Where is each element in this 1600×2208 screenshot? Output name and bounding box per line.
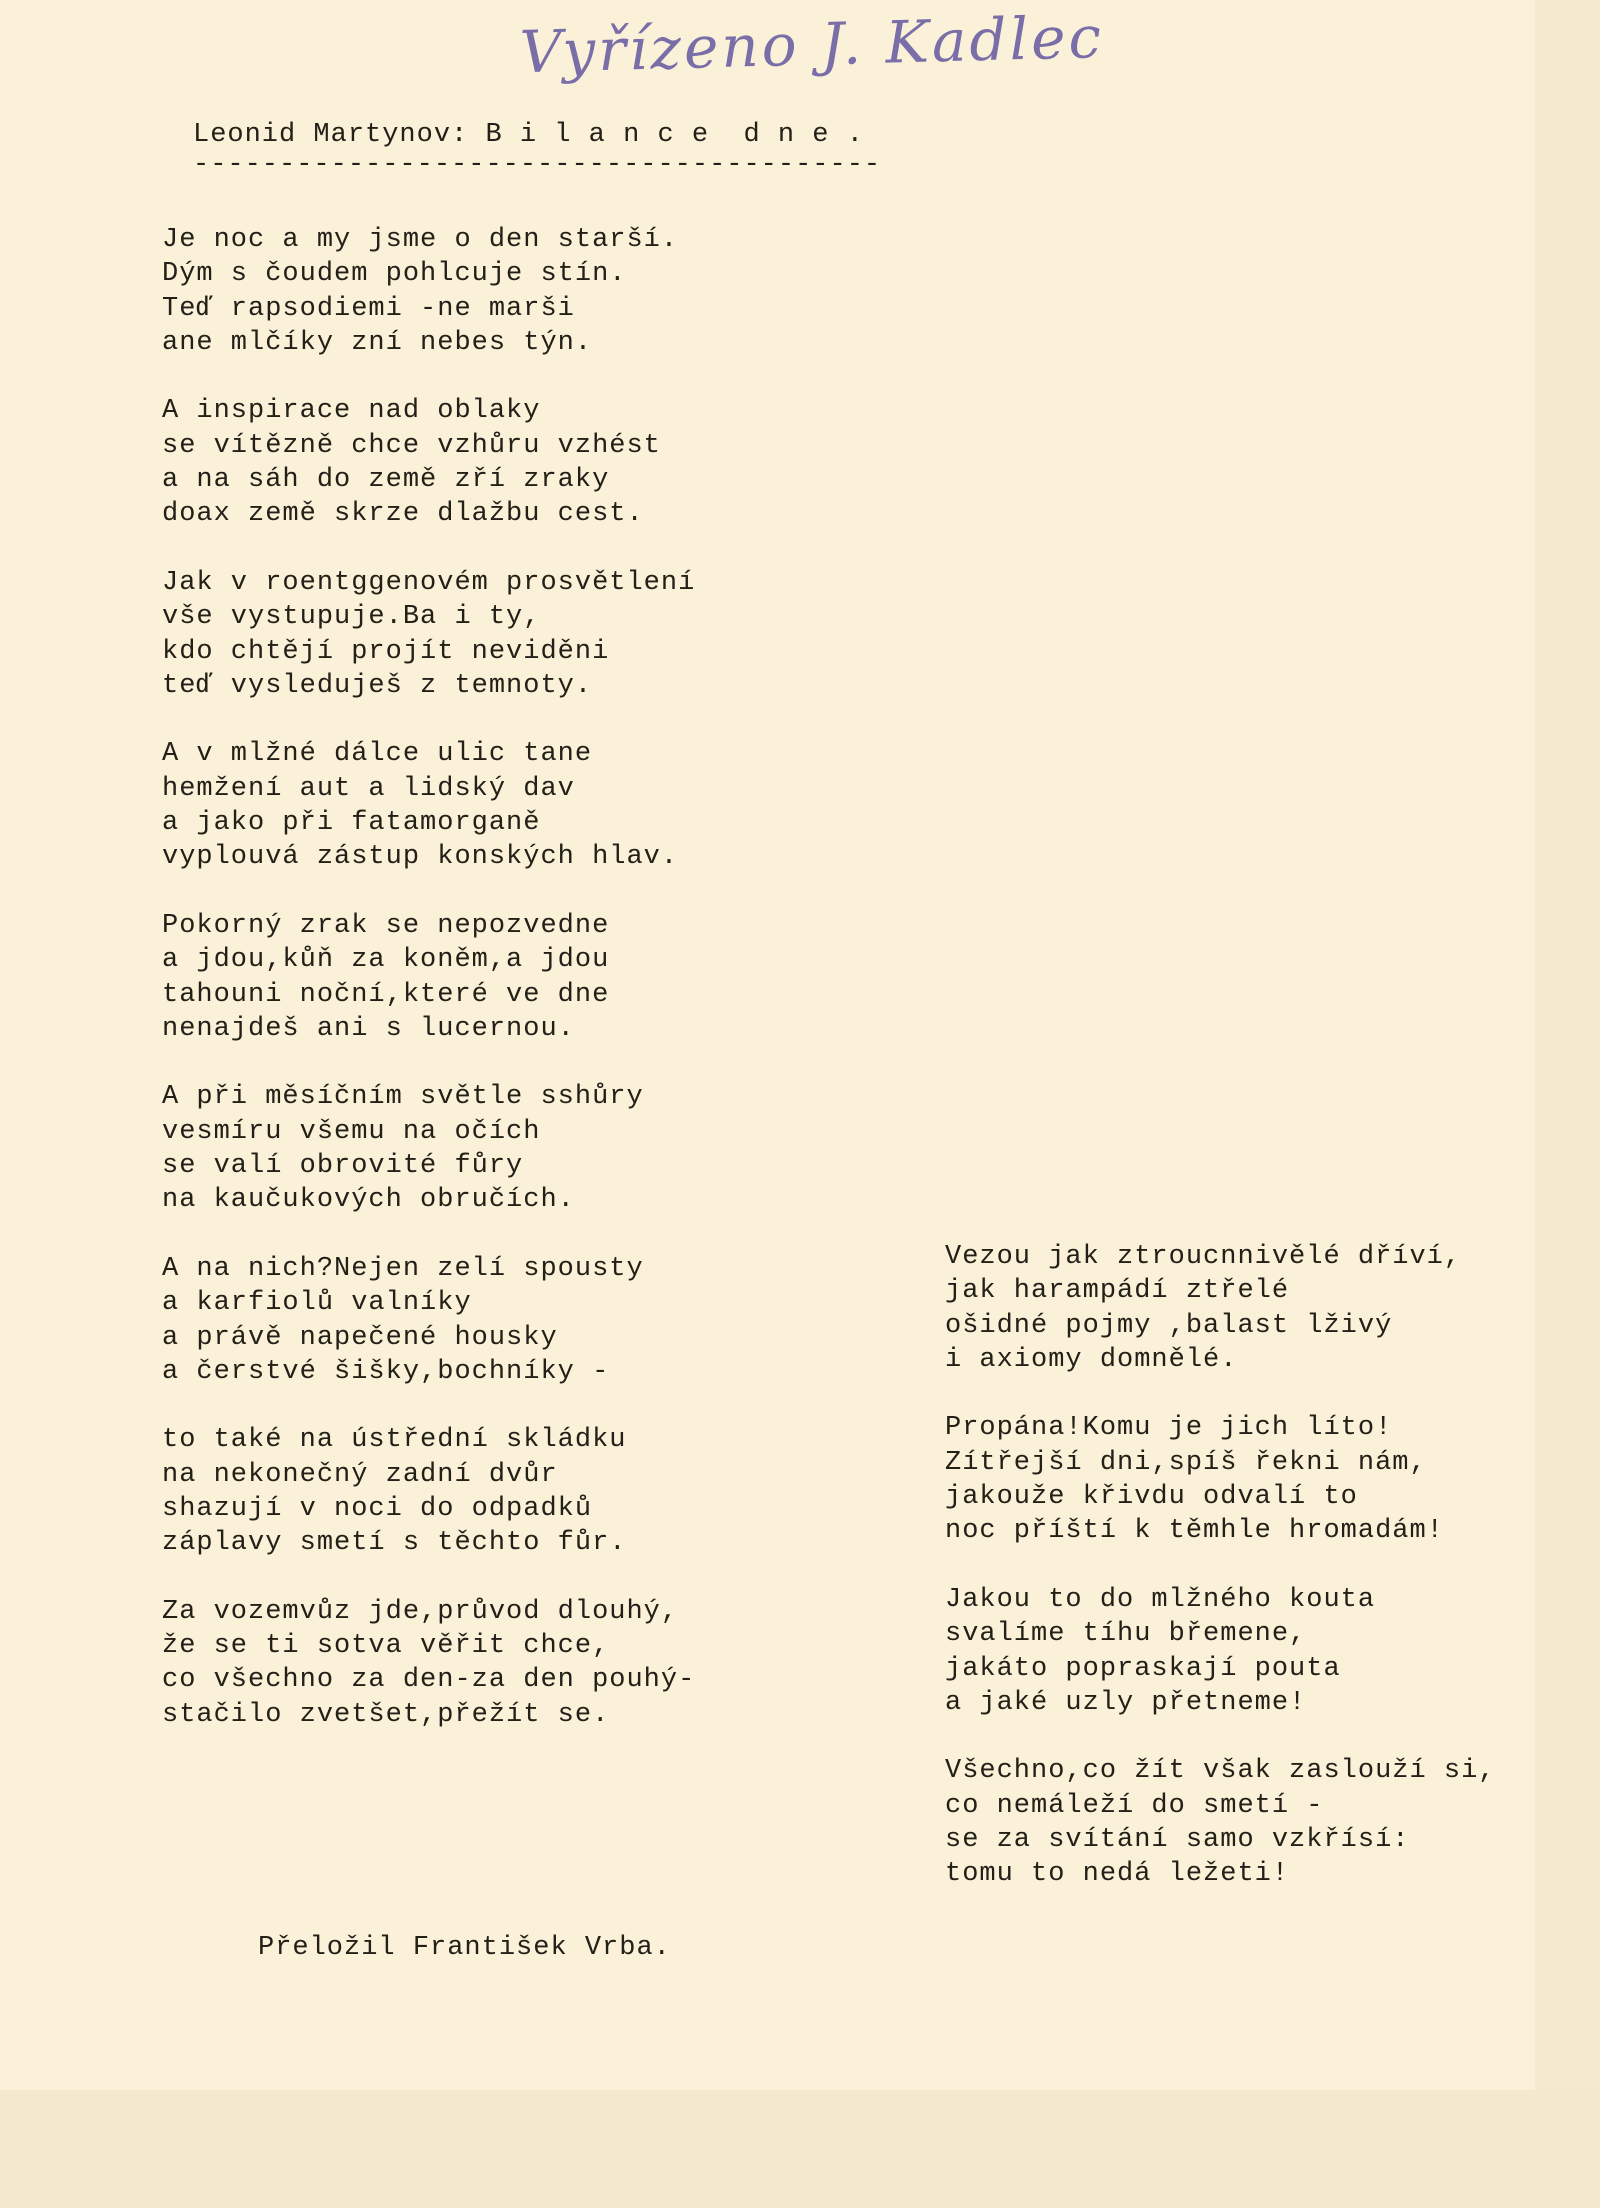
poem-line: ane mlčíky zní nebes týn. bbox=[162, 327, 593, 358]
poem-title: Leonid Martynov: B i l a n c e d n e . bbox=[193, 120, 864, 150]
poem-line: jak harampádí ztřelé bbox=[945, 1276, 1290, 1307]
poem-line: shazují v noci do odpadků bbox=[162, 1493, 593, 1524]
stanza bbox=[162, 1252, 902, 1389]
stanza bbox=[162, 1595, 902, 1732]
stanza bbox=[162, 737, 902, 874]
poem-line: a právě napečené housky bbox=[162, 1322, 558, 1353]
poem-line: Jak v roentggenovém prosvětlení bbox=[162, 567, 696, 598]
poem-line: vše vystupuje.Ba i ty, bbox=[162, 602, 541, 633]
poem-line: ošidné pojmy ,balast lživý bbox=[945, 1310, 1393, 1341]
poem-line: co všechno za den-za den pouhý- bbox=[162, 1665, 696, 1696]
stanza bbox=[162, 909, 902, 1046]
poem-line: nenajdeš ani s lucernou. bbox=[162, 1013, 575, 1044]
poem-line: že se ti sotva věřit chce, bbox=[162, 1631, 610, 1662]
poem-line: doax země skrze dlažbu cest. bbox=[162, 499, 644, 530]
stanza bbox=[162, 566, 902, 703]
poem-line: svalíme tíhu břemene, bbox=[945, 1619, 1307, 1650]
stanza bbox=[945, 1240, 1545, 1377]
poem-line: vesmíru všemu na očích bbox=[162, 1116, 541, 1147]
stanza bbox=[162, 394, 902, 531]
poem-line: Zítřejší dni,spíš řekni nám, bbox=[945, 1447, 1427, 1478]
poem-line: a jako při fatamorganě bbox=[162, 808, 541, 839]
poem-line: a na sáh do země zří zraky bbox=[162, 465, 610, 496]
poem-line: A v mlžné dálce ulic tane bbox=[162, 739, 593, 770]
poem-line: Propána!Komu je jich líto! bbox=[945, 1413, 1393, 1444]
poem-line: noc příští k těmhle hromadám! bbox=[945, 1516, 1444, 1547]
poem-line: vyplouvá zástup konských hlav. bbox=[162, 842, 679, 873]
poem-line: na nekonečný zadní dvůr bbox=[162, 1459, 558, 1490]
poem-line: a jdou,kůň za koněm,a jdou bbox=[162, 945, 610, 976]
poem-line: A na nich?Nejen zelí spousty bbox=[162, 1253, 644, 1284]
poem-line: tomu to nedá ležeti! bbox=[945, 1859, 1290, 1890]
poem-line: a čerstvé šišky,bochníky - bbox=[162, 1356, 610, 1387]
stanza bbox=[162, 223, 902, 360]
stanza bbox=[162, 1423, 902, 1560]
stanza bbox=[945, 1583, 1545, 1720]
poem-line: Všechno,co žít však zaslouží si, bbox=[945, 1756, 1496, 1787]
poem-line: Dým s čoudem pohlcuje stín. bbox=[162, 259, 627, 290]
poem-line: Teď rapsodiemi -ne marši bbox=[162, 293, 575, 324]
poem-line: záplavy smetí s těchto fůr. bbox=[162, 1528, 627, 1559]
poem-line: se za svítání samo vzkřísí: bbox=[945, 1825, 1410, 1856]
poem-line: to také na ústřední skládku bbox=[162, 1425, 627, 1456]
poem-line: kdo chtějí projít neviděni bbox=[162, 636, 610, 667]
poem-line: se valí obrovité fůry bbox=[162, 1151, 524, 1182]
poem-line: stačilo zvetšet,přežít se. bbox=[162, 1699, 610, 1730]
poem-line: tahouni noční,které ve dne bbox=[162, 979, 610, 1010]
handwritten-note: Vyřízeno J. Kadlec bbox=[518, 2, 1105, 87]
poem-line: Za vozemvůz jde,průvod dlouhý, bbox=[162, 1596, 679, 1627]
poem-line: Jakou to do mlžného kouta bbox=[945, 1584, 1376, 1615]
poem-line: a jaké uzly přetneme! bbox=[945, 1687, 1307, 1718]
stanza bbox=[162, 1080, 902, 1217]
poem-line: na kaučukových obručích. bbox=[162, 1185, 575, 1216]
poem-line: a karfiolů valníky bbox=[162, 1288, 472, 1319]
stanza bbox=[945, 1754, 1545, 1891]
poem-line: i axiomy domnělé. bbox=[945, 1344, 1238, 1375]
title-rule: ---------------------------------------- bbox=[193, 150, 882, 180]
poem-right-column bbox=[945, 1240, 1545, 1926]
poem-line: se vítězně chce vzhůru vzhést bbox=[162, 430, 661, 461]
poem-line: Pokorný zrak se nepozvedne bbox=[162, 910, 610, 941]
paper-edge-bottom bbox=[0, 2090, 1600, 2208]
translator-credit: Přeložil František Vrba. bbox=[258, 1933, 671, 1963]
poem-line: jakáto popraskají pouta bbox=[945, 1653, 1341, 1684]
poem-line: jakouže křivdu odvalí to bbox=[945, 1482, 1358, 1513]
poem-line: A při měsíčním světle sshůry bbox=[162, 1082, 644, 1113]
poem-line: Je noc a my jsme o den starší. bbox=[162, 225, 679, 255]
poem-line: hemžení aut a lidský dav bbox=[162, 773, 575, 804]
poem-left-column bbox=[162, 223, 902, 1766]
poem-line: A inspirace nad oblaky bbox=[162, 396, 541, 427]
poem-line: co nemáleží do smetí - bbox=[945, 1790, 1324, 1821]
poem-line: Vezou jak ztroucnnivělé dříví, bbox=[945, 1242, 1462, 1272]
stanza bbox=[945, 1411, 1545, 1548]
poem-line: teď vysleduješ z temnoty. bbox=[162, 670, 593, 701]
